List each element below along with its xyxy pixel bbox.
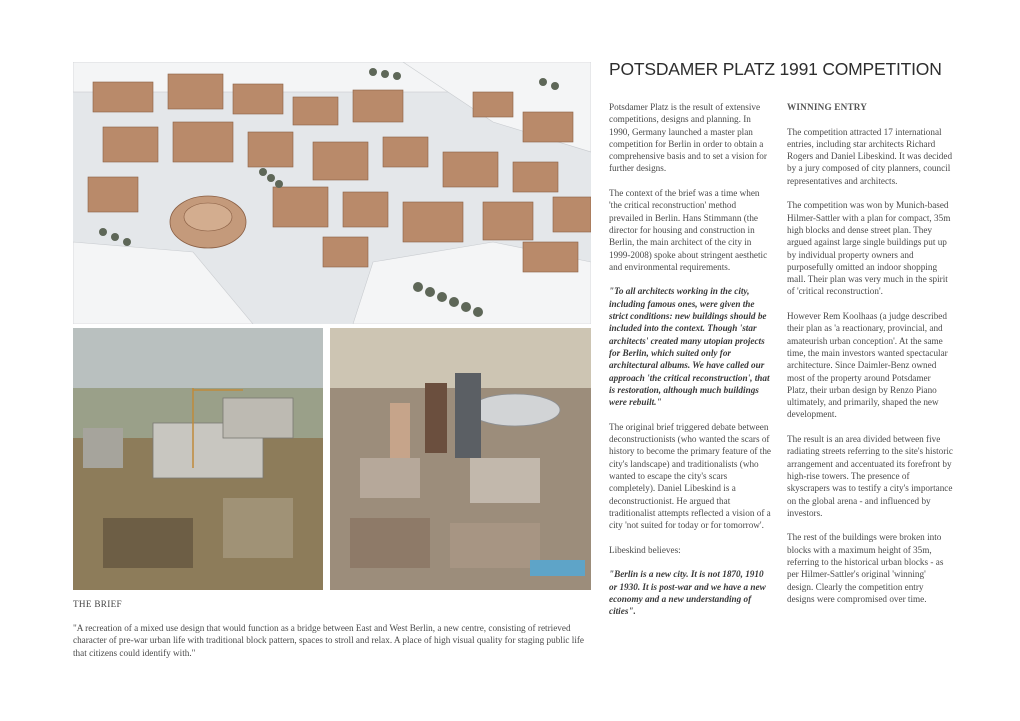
page-title: POTSDAMER PLATZ 1991 COMPETITION <box>609 59 942 79</box>
paragraph: Libeskind believes: <box>609 544 681 555</box>
paragraph: The competition was won by Munich-based Hilmer-Sattler with a plan for compact, 35m high blocks and dense street plan. They argued against large single buildings put up by individual property owners and purposefully omitted an indoor shopping mall. Their plan was very much in the spirit of 'critical reconstruction'. <box>787 200 951 297</box>
paragraph: Potsdamer Platz is the result of extensive competitions, designs and planning. In 1990, Germany launched a master plan competition for Berlin in order to obtain a comprehensive basis and to set a vision for further designs. <box>609 102 767 174</box>
paragraph: The rest of the buildings were broken into blocks with a maximum height of 35m, referring to the historical urban blocks - as per Hilmer-Sattler's original 'winning' design. Clearly the competition entry designs were compromised over time. <box>787 532 944 604</box>
brief-heading: THE BRIEF <box>73 599 122 609</box>
paragraph: The context of the brief was a time when 'the critical reconstruction' method prevailed in Berlin. Hans Stimmann (the director for housing and construction in Berlin, the main architect of the city in 1999-2008) spoke about stringent aesthetic and environmental requirements. <box>609 188 768 272</box>
paragraph: The competition attracted 17 international entries, including star architects Richard Rogers and Daniel Libeskind. It was decided by a jury composed of city planners, council representatives and architects. <box>787 126 953 186</box>
city-aerial-photo <box>330 328 591 590</box>
site-illustration <box>73 328 323 590</box>
quote: "Berlin is a new city. It is not 1870, 1910 or 1930. It is post-war and we have a new economy and a new understanding of cities". <box>609 569 766 617</box>
architectural-model-photo <box>73 62 591 324</box>
paragraph: The result is an area divided between five radiating streets referring to the site's historic arrangement and accentuated its forefront by high-rise towers. The presence of skyscrapers was to testify a city's importance on the global arena - and influenced by investors. <box>787 434 953 518</box>
quote: "To all architects working in the city, including famous ones, were given the strict conditions: new buildings should be included into the context. Though 'star architects' created many utopian projects for Berlin, which suited only for architectural albums. We have called our approach 'the critical reconstruction', that is restoration, although much buildings were rebuilt." <box>609 286 770 408</box>
model-illustration <box>73 62 591 324</box>
city-illustration <box>330 328 591 590</box>
paragraph: However Rem Koolhaas (a judge described their plan as 'a reactionary, provincial, and amateurish urban conception'. At the same time, the main investors wanted spectacular architecture. Since Daimler-Benz owned most of the property around Potsdamer Platz, their urban design by Renzo Piano ultimately, and primarily, shaped the new development. <box>787 311 948 420</box>
section-heading: WINNING ENTRY <box>787 102 868 112</box>
body-column-right <box>787 101 953 617</box>
construction-site-aerial-photo <box>73 328 323 590</box>
brief-text: "A recreation of a mixed use design that would function as a bridge between East and West Berlin, a new centre, consisting of retrieved character of pre-war urban life with traditional block pattern, spaces to stroll and relax. A place of high visual quality for staging public life that citizens could identify with." <box>73 623 585 658</box>
body-column-left <box>609 101 772 630</box>
paragraph: The original brief triggered debate between deconstructionists (who wanted the scars of history to become the primary feature of the city's landscape) and traditionalists (who wanted to escape the city's scars completely). Daniel Libeskind is a deconstructionist. He argued that traditionalist attempts reflected a vision of a city 'not suited for today or for tomorrow'. <box>609 421 771 531</box>
